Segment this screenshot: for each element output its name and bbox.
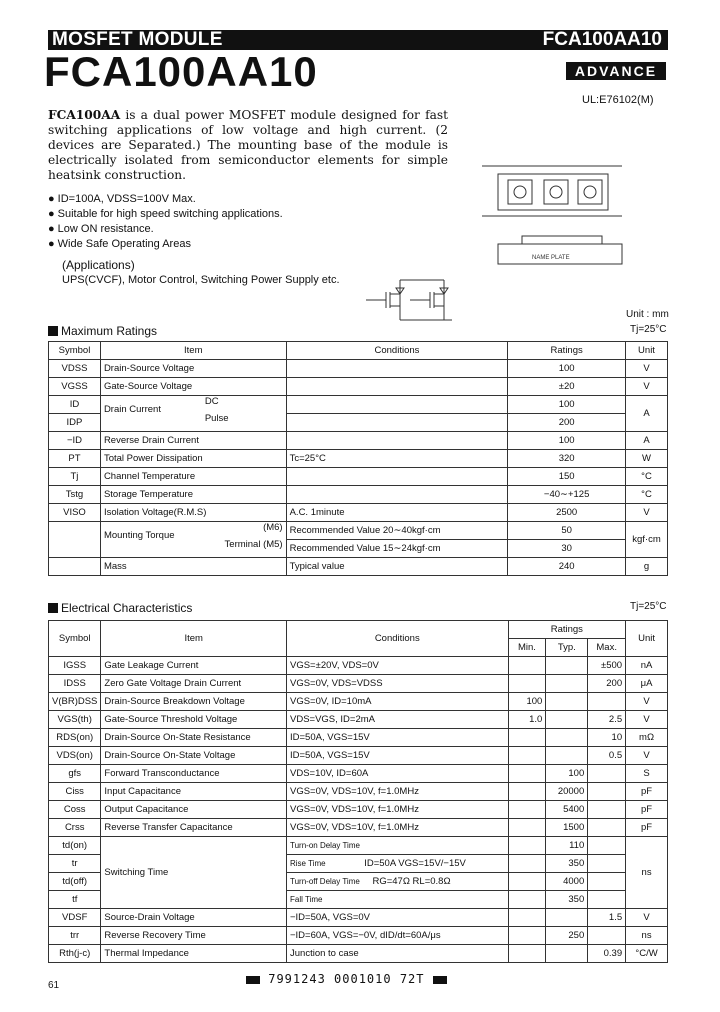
min-cell: 100 [508, 693, 546, 711]
symbol-cell: Ciss [49, 783, 101, 801]
feature-list [48, 192, 283, 252]
max-cell: 1.5 [588, 909, 626, 927]
unit-cell: nA [626, 657, 668, 675]
unit-cell: °C/W [626, 945, 668, 963]
symbol-cell: PT [49, 450, 101, 468]
item-cell: Thermal Impedance [101, 945, 287, 963]
feature-item: ● Wide Safe Operating Areas [48, 237, 283, 252]
category-label: MOSFET MODULE [52, 29, 223, 50]
rating-cell: 50 [508, 522, 626, 540]
item-cell: Source-Drain Voltage [101, 909, 287, 927]
rating-cell: ±20 [508, 378, 626, 396]
max-cell [588, 801, 626, 819]
max-cell: 2.5 [588, 711, 626, 729]
max-ratings-heading: Maximum Ratings [48, 324, 157, 338]
symbol-cell: td(on) [49, 837, 101, 855]
symbol-cell: IGSS [49, 657, 101, 675]
typ-cell [546, 945, 588, 963]
header-cell: Unit [626, 621, 668, 657]
unit-cell: S [626, 765, 668, 783]
item-cell: Gate-Source Voltage [100, 378, 286, 396]
table-row [49, 378, 668, 396]
condition-cell: Recommended Value 15∼24kgf·cm [286, 540, 508, 558]
unit-cell: ns [626, 837, 668, 909]
feature-item: ● Low ON resistance. [48, 222, 283, 237]
symbol-cell: VDSF [49, 909, 101, 927]
condition-cell: Junction to case [287, 945, 509, 963]
unit-cell: μA [626, 675, 668, 693]
elec-heading: Electrical Characteristics [48, 601, 192, 615]
typ-cell [546, 693, 588, 711]
unit-cell: V [626, 360, 668, 378]
symbol-cell: Crss [49, 819, 101, 837]
symbol-cell: ID [49, 396, 101, 414]
mounting-torque-label: Mounting Torque [103, 529, 175, 541]
header-cell: Symbol [49, 342, 101, 360]
symbol-cell [49, 558, 101, 576]
item-cell: Reverse Drain Current [100, 432, 286, 450]
min-cell [508, 657, 546, 675]
table-row [49, 837, 668, 855]
page-title: FCA100AA10 [44, 48, 318, 95]
sub-label: Turn-off Delay Time [290, 877, 360, 886]
header-cell: Symbol [49, 621, 101, 657]
rating-cell: 200 [508, 414, 626, 432]
min-cell [508, 801, 546, 819]
sub-label: Turn-on Delay Time [290, 841, 360, 850]
typ-cell: 350 [546, 855, 588, 873]
condition-cell: ID=50A, VGS=15V [287, 729, 509, 747]
drain-current-sub [205, 393, 283, 427]
table-row [49, 729, 668, 747]
typ-cell: 350 [546, 891, 588, 909]
rating-cell: 240 [508, 558, 626, 576]
unit-cell: ns [626, 927, 668, 945]
header-bar [48, 30, 668, 50]
max-cell [588, 819, 626, 837]
item-cell: Total Power Dissipation [100, 450, 286, 468]
table-row [49, 693, 668, 711]
unit-cell: V [626, 378, 668, 396]
condition-cell: A.C. 1minute [286, 504, 508, 522]
unit-cell: A [626, 432, 668, 450]
item-cell: Reverse Transfer Capacitance [101, 819, 287, 837]
max-cell: 10 [588, 729, 626, 747]
item-cell: Reverse Recovery Time [101, 927, 287, 945]
item-cell: Mass [100, 558, 286, 576]
pulse-label: Pulse [204, 412, 229, 424]
applications-block [62, 258, 352, 288]
table-row [49, 360, 668, 378]
min-cell [508, 729, 546, 747]
typ-cell [546, 657, 588, 675]
symbol-cell: tr [49, 855, 101, 873]
intro-text: is a dual power MOSFET module designed for fast switching applications of low voltage and high current. (2 devices are Separated.) The mounting base of the module is electrically isolated from semiconductor elements for simple heatsink construction. [48, 108, 448, 182]
min-cell [508, 765, 546, 783]
condition-cell [286, 414, 508, 432]
table-row [49, 486, 668, 504]
table-row [49, 522, 668, 540]
typ-cell: 1500 [546, 819, 588, 837]
unit-cell: W [626, 450, 668, 468]
max-ratings-tj: Tj=25°C [630, 324, 667, 335]
unit-cell: V [626, 909, 668, 927]
switching-cond-2: RG=47Ω RL=0.8Ω [372, 876, 451, 887]
part-number-label: FCA100AA10 [542, 29, 662, 50]
typ-cell [546, 909, 588, 927]
rating-cell: 30 [508, 540, 626, 558]
typ-cell [546, 711, 588, 729]
condition-cell: ID=50A, VGS=15V [287, 747, 509, 765]
unit-cell: V [626, 711, 668, 729]
max-cell [588, 693, 626, 711]
min-cell [508, 927, 546, 945]
condition-cell [287, 855, 509, 873]
barcode-code [246, 972, 447, 986]
symbol-cell [49, 522, 101, 558]
terminal-m5-label: Terminal (M5) [224, 538, 283, 550]
symbol-cell: V(BR)DSS [49, 693, 101, 711]
sub-label: Rise Time [290, 859, 326, 868]
unit-cell: V [626, 693, 668, 711]
unit-cell: kgf·cm [626, 522, 668, 558]
header-cell: Item [100, 342, 286, 360]
rating-cell: 100 [508, 396, 626, 414]
condition-cell: −ID=60A, VGS=−0V, dID/dt=60A/μs [287, 927, 509, 945]
dc-label: DC [204, 395, 219, 407]
symbol-cell: Rth(j-c) [49, 945, 101, 963]
unit-cell: V [626, 504, 668, 522]
electrical-table [48, 620, 668, 963]
rating-cell: 100 [508, 360, 626, 378]
header-cell: Typ. [546, 639, 588, 657]
barcode-block-icon [433, 976, 447, 984]
unit-cell: g [626, 558, 668, 576]
applications-heading: (Applications) [62, 258, 135, 272]
m6-label: (M6) [263, 521, 283, 533]
item-cell [100, 396, 286, 432]
advance-badge: ADVANCE [566, 62, 666, 80]
barcode-text: 7991243 0001010 72T [268, 972, 425, 986]
typ-cell [546, 729, 588, 747]
condition-cell: VGS=0V, VDS=VDSS [287, 675, 509, 693]
condition-cell: VDS=VGS, ID=2mA [287, 711, 509, 729]
table-row [49, 765, 668, 783]
table-row [49, 747, 668, 765]
condition-cell: Tc=25°C [286, 450, 508, 468]
header-cell: Max. [588, 639, 626, 657]
header-cell: Ratings [508, 342, 626, 360]
unit-label: Unit : mm [626, 309, 669, 320]
min-cell [508, 675, 546, 693]
symbol-cell: −ID [49, 432, 101, 450]
table-row [49, 468, 668, 486]
table-row [49, 819, 668, 837]
symbol-cell: VISO [49, 504, 101, 522]
max-cell: 0.5 [588, 747, 626, 765]
package-outline-diagram [462, 152, 668, 292]
table-row [49, 432, 668, 450]
page-number: 61 [48, 980, 60, 991]
item-cell: Isolation Voltage(R.M.S) [100, 504, 286, 522]
typ-cell: 20000 [546, 783, 588, 801]
table-row [49, 711, 668, 729]
table-row [49, 504, 668, 522]
torque-sub [225, 519, 283, 553]
condition-cell: Recommended Value 20∼40kgf·cm [286, 522, 508, 540]
item-cell [101, 837, 287, 909]
rating-cell: −40∼+125 [508, 486, 626, 504]
table-row [49, 927, 668, 945]
condition-cell: VGS=±20V, VDS=0V [287, 657, 509, 675]
feature-item: ● ID=100A, VDSS=100V Max. [48, 192, 283, 207]
min-cell [508, 783, 546, 801]
switching-time-label: Switching Time [104, 867, 169, 878]
table-row [49, 675, 668, 693]
typ-cell [546, 747, 588, 765]
header-cell: Conditions [287, 621, 509, 657]
rating-cell: 2500 [508, 504, 626, 522]
symbol-cell: Coss [49, 801, 101, 819]
item-cell: Zero Gate Voltage Drain Current [101, 675, 287, 693]
barcode-block-icon [246, 976, 260, 984]
drain-current-label: Drain Current [103, 403, 161, 415]
rating-cell: 100 [508, 432, 626, 450]
condition-cell [286, 432, 508, 450]
elec-tj: Tj=25°C [630, 601, 667, 612]
condition-cell: −ID=50A, VGS=0V [287, 909, 509, 927]
symbol-cell: gfs [49, 765, 101, 783]
max-cell [588, 927, 626, 945]
table-row [49, 396, 668, 414]
item-cell: Channel Temperature [100, 468, 286, 486]
table-row [49, 558, 668, 576]
symbol-cell: VGS(th) [49, 711, 101, 729]
item-cell: Storage Temperature [100, 486, 286, 504]
unit-cell: pF [626, 801, 668, 819]
min-cell [508, 819, 546, 837]
max-cell [588, 765, 626, 783]
symbol-cell: IDP [49, 414, 101, 432]
symbol-cell: RDS(on) [49, 729, 101, 747]
symbol-cell: Tj [49, 468, 101, 486]
applications-text: UPS(CVCF), Motor Control, Switching Power Supply etc. [62, 274, 340, 286]
condition-cell [286, 486, 508, 504]
item-cell: Drain-Source Breakdown Voltage [101, 693, 287, 711]
symbol-cell: VDS(on) [49, 747, 101, 765]
min-cell [508, 747, 546, 765]
item-cell: Gate Leakage Current [101, 657, 287, 675]
typ-cell: 250 [546, 927, 588, 945]
min-cell [508, 909, 546, 927]
max-cell [588, 783, 626, 801]
typ-cell: 110 [546, 837, 588, 855]
condition-cell [286, 378, 508, 396]
condition-cell [286, 468, 508, 486]
condition-cell: VGS=0V, VDS=10V, f=1.0MHz [287, 819, 509, 837]
feature-item: ● Suitable for high speed switching applications. [48, 207, 283, 222]
max-cell: 200 [588, 675, 626, 693]
symbol-cell: Tstg [49, 486, 101, 504]
condition-cell [287, 873, 509, 891]
condition-cell [287, 837, 509, 855]
min-cell: 1.0 [508, 711, 546, 729]
item-cell: Drain-Source On-State Resistance [101, 729, 287, 747]
name-plate-label: NAME PLATE [532, 255, 570, 261]
typ-cell: 5400 [546, 801, 588, 819]
rating-cell: 150 [508, 468, 626, 486]
header-cell: Unit [626, 342, 668, 360]
item-cell: Forward Transconductance [101, 765, 287, 783]
unit-cell: pF [626, 783, 668, 801]
unit-cell: °C [626, 468, 668, 486]
header-cell: Min. [508, 639, 546, 657]
item-cell: Output Capacitance [101, 801, 287, 819]
header-cell: Ratings [508, 621, 626, 639]
table-row [49, 450, 668, 468]
symbol-cell: tf [49, 891, 101, 909]
item-cell [100, 522, 286, 558]
circuit-schematic [356, 270, 466, 330]
unit-cell: pF [626, 819, 668, 837]
condition-cell: VGS=0V, VDS=10V, f=1.0MHz [287, 801, 509, 819]
condition-cell [287, 891, 509, 909]
intro-part-name: FCA100AA [48, 108, 121, 122]
table-row [49, 801, 668, 819]
condition-cell [286, 360, 508, 378]
header-cell: Item [101, 621, 287, 657]
unit-cell: °C [626, 486, 668, 504]
table-row [49, 783, 668, 801]
item-cell: Input Capacitance [101, 783, 287, 801]
switching-cond-1: ID=50A VGS=15V/−15V [364, 858, 466, 869]
typ-cell [546, 675, 588, 693]
sub-label: Fall Time [290, 895, 323, 904]
symbol-cell: VGSS [49, 378, 101, 396]
symbol-cell: trr [49, 927, 101, 945]
condition-cell: VGS=0V, VDS=10V, f=1.0MHz [287, 783, 509, 801]
symbol-cell: td(off) [49, 873, 101, 891]
symbol-cell: VDSS [49, 360, 101, 378]
table-row [49, 945, 668, 963]
condition-cell [286, 396, 508, 414]
typ-cell: 100 [546, 765, 588, 783]
condition-cell: VGS=0V, ID=10mA [287, 693, 509, 711]
symbol-cell: IDSS [49, 675, 101, 693]
condition-cell: Typical value [286, 558, 508, 576]
min-cell [508, 945, 546, 963]
intro-paragraph [48, 108, 448, 183]
item-cell: Drain-Source Voltage [100, 360, 286, 378]
max-cell: ±500 [588, 657, 626, 675]
ul-file-number: UL:E76102(M) [582, 94, 654, 106]
header-cell: Conditions [286, 342, 508, 360]
typ-cell: 4000 [546, 873, 588, 891]
item-cell: Gate-Source Threshold Voltage [101, 711, 287, 729]
max-ratings-table [48, 341, 668, 576]
unit-cell: A [626, 396, 668, 432]
unit-cell: V [626, 747, 668, 765]
rating-cell: 320 [508, 450, 626, 468]
item-cell: Drain-Source On-State Voltage [101, 747, 287, 765]
unit-cell: mΩ [626, 729, 668, 747]
max-cell: 0.39 [588, 945, 626, 963]
condition-cell: VDS=10V, ID=60A [287, 765, 509, 783]
table-row [49, 909, 668, 927]
table-row [49, 657, 668, 675]
